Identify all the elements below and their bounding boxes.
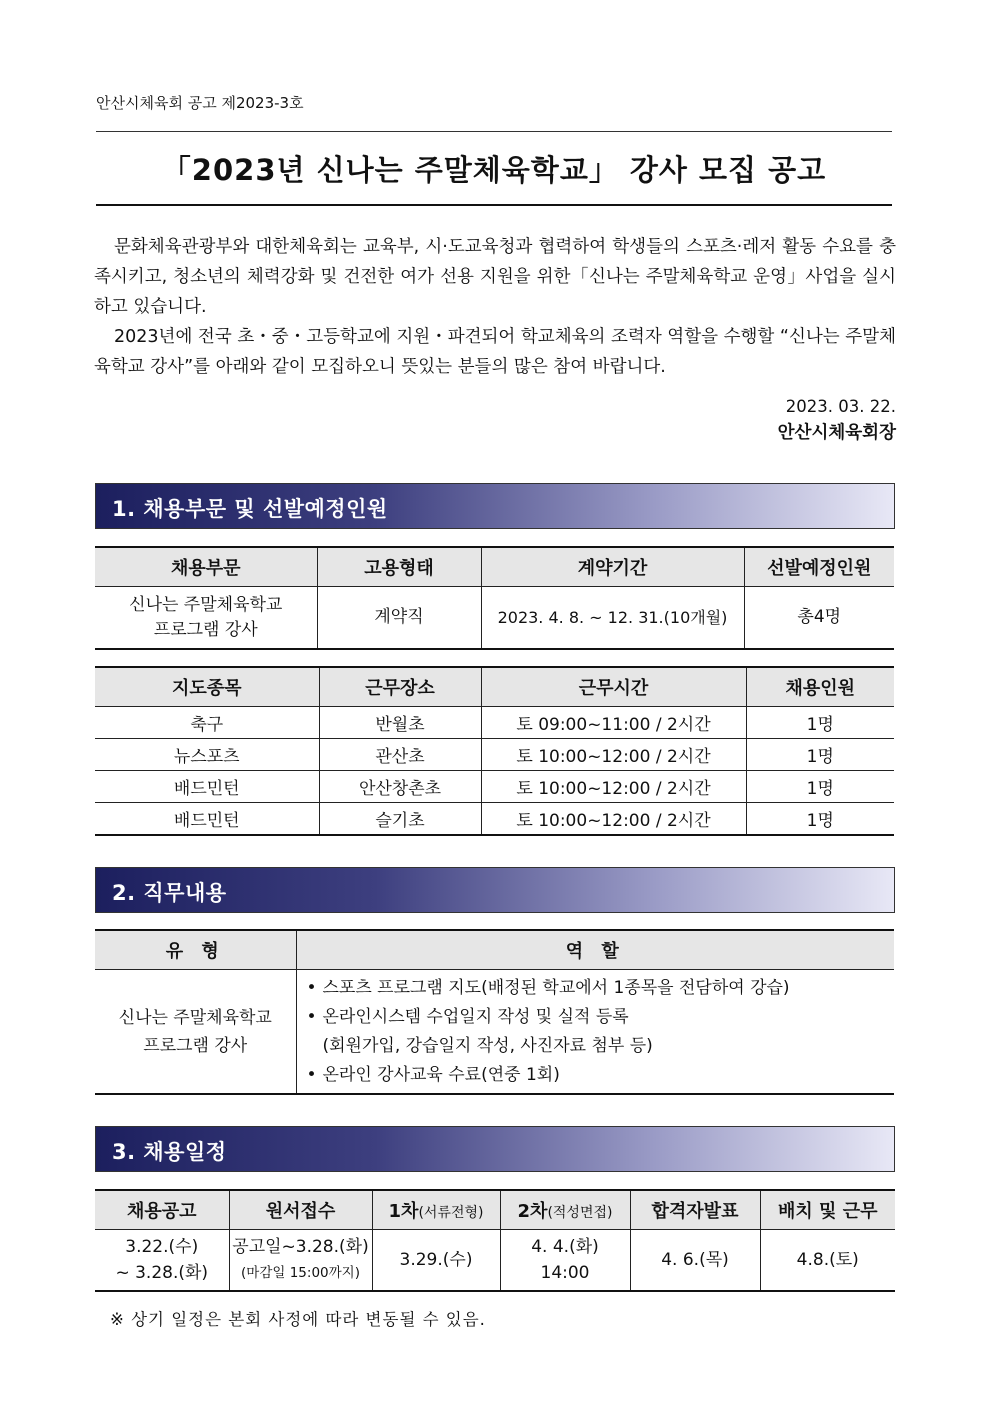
second-round-label: 2차 [517, 1201, 548, 1222]
header-result: 합격자발표 [630, 1190, 760, 1230]
section-1-title: 1. 채용부문 및 선발예정인원 [112, 497, 388, 521]
header-type: 유 형 [95, 930, 296, 970]
notice-period-cell [95, 1230, 229, 1292]
header-division: 채용부문 [95, 547, 317, 587]
division-line-2: 프로그램 강사 [153, 619, 258, 640]
hires-cell: 1명 [746, 771, 894, 803]
duty-text: 스포츠 프로그램 지도(배정된 학교에서 1종목을 전담하여 강습) [322, 977, 790, 998]
header-contract-period: 계약기간 [481, 547, 744, 587]
type-line-1: 신나는 주말체육학교 [118, 1007, 272, 1028]
duty-text: (회원가입, 강습일지 작성, 사진자료 첨부 등) [322, 1035, 653, 1056]
application-cell [229, 1230, 372, 1292]
contract-period-cell: 2023. 4. 8. ~ 12. 31.(10개월) [481, 587, 744, 650]
section-3-header [95, 1126, 895, 1172]
header-hires: 채용인원 [746, 667, 894, 707]
section-2-header [95, 867, 895, 913]
top-rule [96, 131, 892, 132]
second-line-2: 14:00 [540, 1263, 590, 1283]
placement-cell: 4.8.(토) [760, 1230, 895, 1292]
type-cell [95, 970, 296, 1095]
workplace-cell: 반월초 [319, 707, 481, 739]
duties-cell [296, 970, 894, 1095]
notice-line-2: ~ 3.28.(화) [115, 1263, 209, 1283]
bullet-icon: • [306, 1064, 317, 1085]
list-item [303, 974, 895, 1003]
duty-text: 온라인시스템 수업일지 작성 및 실적 등록 [322, 1006, 629, 1027]
table-row [95, 970, 894, 1095]
header-employment-type: 고용형태 [317, 547, 481, 587]
notice-line-1: 3.22.(수) [125, 1237, 199, 1257]
title-rule [96, 204, 892, 206]
intro-text [94, 232, 896, 382]
intro-paragraph-1: 문화체육관광부와 대한체육회는 교육부, 시·도교육청과 협력하여 학생들의 스포츠·레저 활동 수요를 충족시키고, 청소년의 체력강화 및 건전한 여가 선용 지원을 위한「신나는 주말체육학교 운영」사업을 실시하고 있습니다. [94, 237, 896, 317]
hires-cell: 1명 [746, 803, 894, 836]
apply-line-1: 공고일~3.28.(화) [232, 1237, 369, 1257]
table-row [95, 771, 894, 803]
section-3-title: 3. 채용일정 [112, 1140, 227, 1164]
table-header-row [95, 1190, 895, 1230]
hires-cell: 1명 [746, 739, 894, 771]
second-round-sub: (적성면접) [547, 1205, 613, 1221]
header-notice: 채용공고 [95, 1190, 229, 1230]
sport-cell: 배드민턴 [95, 803, 319, 836]
recruitment-table [95, 546, 894, 650]
work-hours-cell: 토 10:00~12:00 / 2시간 [481, 803, 746, 836]
duties-table [95, 929, 894, 1095]
header-work-hours: 근무시간 [481, 667, 746, 707]
first-round-label: 1차 [388, 1201, 419, 1222]
sport-cell: 배드민턴 [95, 771, 319, 803]
header-sport: 지도종목 [95, 667, 319, 707]
work-hours-cell: 토 10:00~12:00 / 2시간 [481, 771, 746, 803]
list-item [303, 1061, 895, 1090]
table-header-row [95, 667, 894, 707]
notice-number: 안산시체육회 공고 제2023-3호 [96, 94, 304, 112]
sports-schedule-table [95, 666, 894, 836]
apply-line-2: (마감일 15:00까지) [241, 1265, 360, 1281]
workplace-cell: 슬기초 [319, 803, 481, 836]
table-header-row [95, 547, 894, 587]
second-round-cell [500, 1230, 630, 1292]
header-second-round [500, 1190, 630, 1230]
table-row [95, 1230, 895, 1292]
planned-count-cell: 총4명 [744, 587, 894, 650]
header-planned-count: 선발예정인원 [744, 547, 894, 587]
sport-cell: 뉴스포츠 [95, 739, 319, 771]
table-row [95, 803, 894, 836]
workplace-cell: 관산초 [319, 739, 481, 771]
bullet-icon: • [306, 977, 317, 998]
sport-cell: 축구 [95, 707, 319, 739]
table-row [95, 707, 894, 739]
type-line-2: 프로그램 강사 [143, 1035, 248, 1056]
work-hours-cell: 토 10:00~12:00 / 2시간 [481, 739, 746, 771]
header-role: 역 할 [296, 930, 894, 970]
second-line-1: 4. 4.(화) [531, 1237, 599, 1257]
notice-date: 2023. 03. 22. [785, 397, 896, 416]
list-item [303, 1003, 895, 1032]
header-first-round [372, 1190, 500, 1230]
bullet-icon: • [306, 1006, 317, 1027]
header-application: 원서접수 [229, 1190, 372, 1230]
page-title: 「2023년 신나는 주말체육학교」 강사 모집 공고 [161, 153, 827, 187]
division-cell [95, 587, 317, 650]
section-2-title: 2. 직무내용 [112, 881, 227, 905]
employment-type-cell: 계약직 [317, 587, 481, 650]
header-placement: 배치 및 근무 [760, 1190, 895, 1230]
division-line-1: 신나는 주말체육학교 [129, 594, 283, 615]
section-1-header [95, 483, 895, 529]
table-row [95, 587, 894, 650]
signer-name: 안산시체육회장 [777, 423, 896, 443]
duties-list [303, 974, 895, 1090]
first-round-cell: 3.29.(수) [372, 1230, 500, 1292]
hires-cell: 1명 [746, 707, 894, 739]
workplace-cell: 안산창촌초 [319, 771, 481, 803]
header-workplace: 근무장소 [319, 667, 481, 707]
result-cell: 4. 6.(목) [630, 1230, 760, 1292]
intro-paragraph-2: 2023년에 전국 초・중・고등학교에 지원・파견되어 학교체육의 조력자 역할을 수행할 “신나는 주말체육학교 강사”를 아래와 같이 모집하오니 뜻있는 분들의 많은 참여 바랍니다. [94, 327, 896, 377]
work-hours-cell: 토 09:00~11:00 / 2시간 [481, 707, 746, 739]
table-row [95, 739, 894, 771]
schedule-table [95, 1189, 895, 1292]
table-header-row [95, 930, 894, 970]
list-item [303, 1032, 895, 1061]
first-round-sub: (서류전형) [418, 1205, 484, 1221]
duty-text: 온라인 강사교육 수료(연중 1회) [322, 1064, 560, 1085]
footnote: ※ 상기 일정은 본회 사정에 따라 변동될 수 있음. [110, 1310, 486, 1329]
